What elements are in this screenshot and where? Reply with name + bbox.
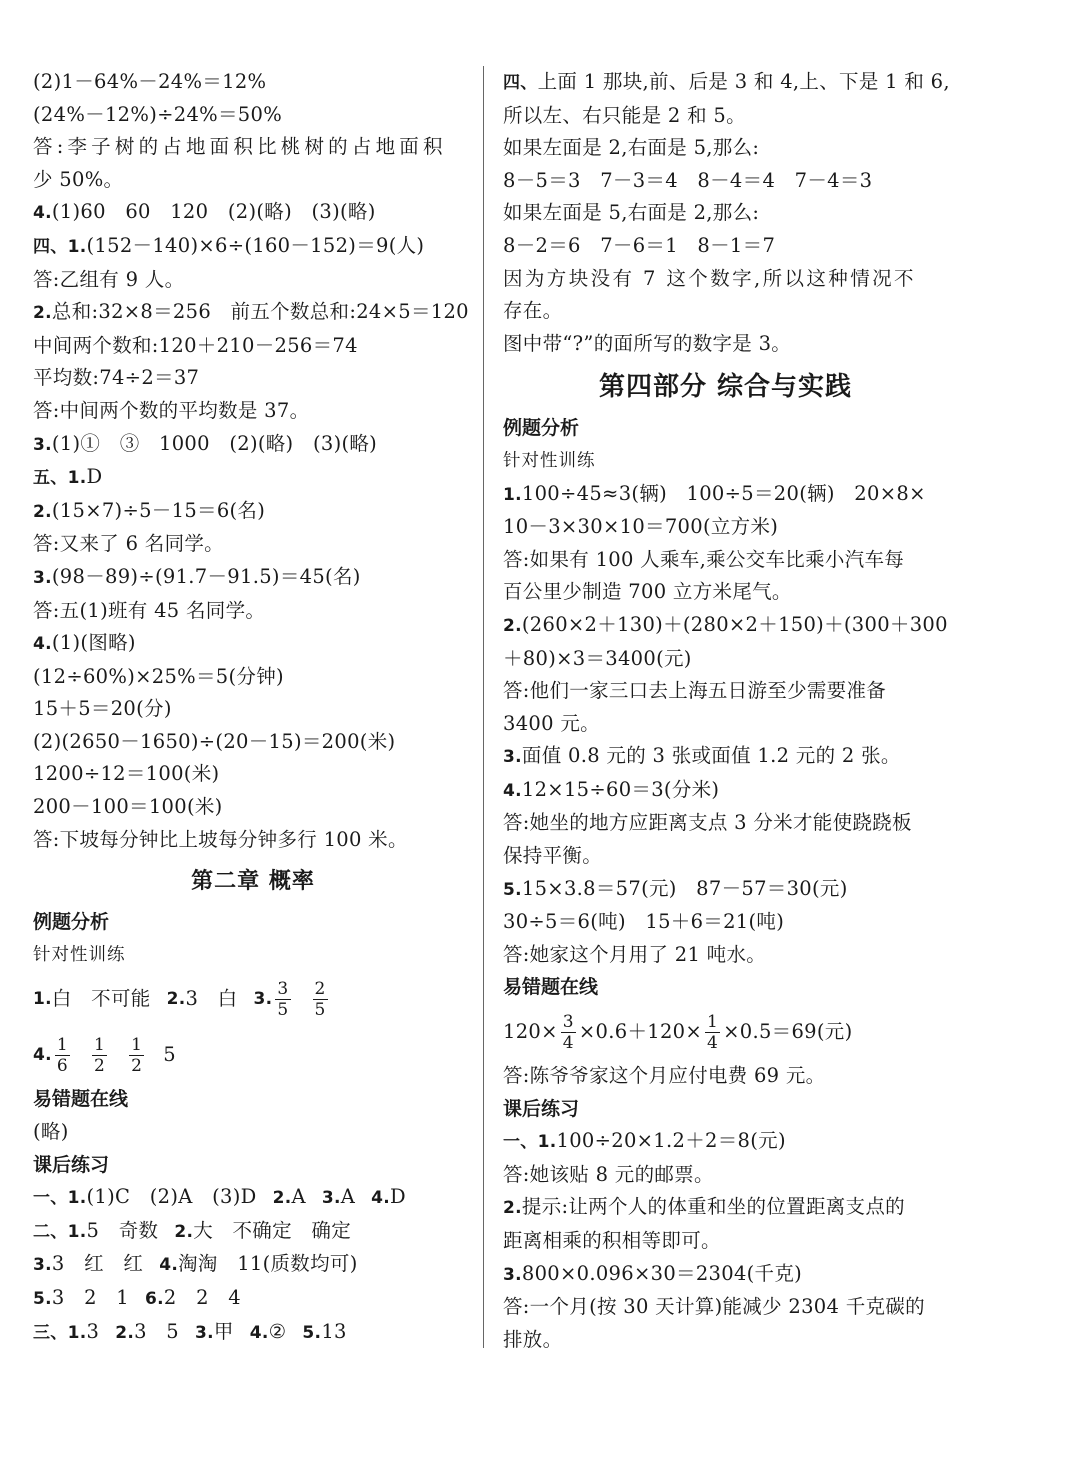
answer-text: 100÷45≈3(辆) 100÷5＝20(辆) 20×8× <box>521 481 926 505</box>
answer-text: 3 5 <box>134 1319 180 1343</box>
answer-text: (15×7)÷5－15＝6(名) <box>51 498 266 522</box>
answer-line: 10－3×30×10＝700(立方米) <box>503 515 779 539</box>
fraction: $\frac{3}{4}$ <box>562 1011 574 1053</box>
question-number: 2. <box>33 501 52 522</box>
fraction: $\frac{1}{4}$ <box>707 1011 719 1053</box>
answer-line: 图中带“?”的面所写的数字是 3。 <box>503 331 792 355</box>
answer-line: 百公里少制造 700 立方米尾气。 <box>503 580 792 604</box>
answer-line <box>33 196 473 230</box>
question-number: 1. <box>33 989 52 1010</box>
answer-line <box>503 774 948 808</box>
answer-line: 答:她该贴 8 元的邮票。 <box>503 1162 714 1186</box>
question-number: 5. <box>503 879 522 900</box>
answer-line: 排放。 <box>503 1327 563 1351</box>
question-number: 1. <box>67 1221 87 1242</box>
answer-text: (1)① ③ 1000 (2)(略) (3)(略) <box>51 431 378 455</box>
answer-text: 2 2 4 <box>163 1286 242 1309</box>
answer-line: 答:李子树的占地面积比桃树的占地面积 <box>33 135 447 159</box>
answer-text: 淘淘 11(质数均可) <box>178 1252 358 1276</box>
answer-line: 所以左、右只能是 2 和 5。 <box>503 103 746 127</box>
answer-text: 面值 0.8 元的 3 张或面值 1.2 元的 2 张。 <box>521 744 901 768</box>
question-number: 2. <box>115 1322 135 1343</box>
question-number: 3. <box>195 1322 214 1343</box>
answer-line <box>503 478 948 512</box>
section-heading-practice: 课后练习 <box>33 1153 110 1176</box>
answer-line: 如果左面是 2,右面是 5,那么: <box>503 136 760 160</box>
answer-line <box>503 609 948 643</box>
answer-line: 答:下坡每分钟比上坡每分钟多行 100 米。 <box>33 827 408 851</box>
question-number: 3. <box>321 1188 341 1209</box>
answer-line: 1200÷12＝100(米) <box>33 762 220 786</box>
answer-line: (24%－12%)÷24%＝50% <box>33 102 283 126</box>
answer-line <box>33 1248 473 1282</box>
answer-text: A <box>340 1185 356 1209</box>
answer-text: 提示:让两个人的体重和坐的位置距离支点的 <box>521 1195 905 1219</box>
question-number: 4. <box>503 780 522 801</box>
answer-line: (2)1－64%－24%＝12% <box>33 70 267 93</box>
section-heading-example: 例题分析 <box>33 911 110 934</box>
answer-line: 答:五(1)班有 45 名同学。 <box>33 598 266 622</box>
question-number: 1. <box>537 1132 557 1153</box>
answer-text: 13 <box>321 1319 347 1343</box>
answer-line <box>33 627 473 661</box>
question-number: 3. <box>503 747 522 768</box>
answer-text: 大 不确定 确定 <box>193 1218 351 1242</box>
answer-text: A <box>291 1185 306 1209</box>
answer-line: 答:陈爷爷家这个月应付电费 69 元。 <box>503 1064 826 1088</box>
question-number: 2. <box>503 615 522 636</box>
answer-text: 15×3.8＝57(元) 87－57＝30(元) <box>521 876 848 900</box>
section-number: 四、 <box>503 73 538 93</box>
answer-text: 3 白 <box>185 987 238 1011</box>
answer-text: 5 <box>163 1043 176 1067</box>
answer-line <box>503 1125 948 1159</box>
answer-line: 存在。 <box>503 299 563 323</box>
question-number: 3. <box>33 434 52 455</box>
answer-text: ×0.5＝69(元) <box>723 1020 853 1044</box>
answer-line <box>33 1215 473 1249</box>
answer-line: 8－5＝3 7－3＝4 8－4＝4 7－4＝3 <box>503 168 873 192</box>
answer-text: 120× <box>503 1020 558 1044</box>
answer-line: ＋80)×3＝3400(元) <box>503 646 692 670</box>
answer-line <box>503 1191 948 1225</box>
answer-line <box>33 1181 473 1215</box>
answer-line: 15＋5＝20(分) <box>33 697 172 721</box>
section-number: 二、 <box>33 1221 68 1242</box>
answer-text: D <box>86 465 103 489</box>
answer-text: (1)60 60 120 (2)(略) (3)(略) <box>51 200 376 224</box>
section-heading-mistake: 易错题在线 <box>33 1088 129 1111</box>
chapter-title: 第二章 概率 <box>191 869 315 895</box>
answer-text: 总和:32×8＝256 前五个数总和:24×5＝120 <box>51 300 469 324</box>
section-number: 一、 <box>503 1132 538 1153</box>
answer-line: (2)(2650－1650)÷(20－15)＝200(米) <box>33 729 396 753</box>
answer-line <box>33 296 473 330</box>
answer-line <box>503 66 948 100</box>
answer-text: 上面 1 那块,前、后是 3 和 4,上、下是 1 和 6, <box>537 70 950 93</box>
answer-line: 8－2＝6 7－6＝1 8－1＝7 <box>503 233 776 257</box>
answer-line: 30÷5＝6(吨) 15＋6＝21(吨) <box>503 910 785 934</box>
question-number: 1. <box>67 468 87 489</box>
answer-line <box>33 230 473 264</box>
section-number: 一、 <box>33 1188 68 1209</box>
answer-line: 200－100＝100(米) <box>33 795 223 819</box>
answer-text: 100÷20×1.2＋2＝8(元) <box>556 1129 786 1153</box>
section-number: 四、 <box>33 236 68 257</box>
section-heading-mistake: 易错题在线 <box>503 976 599 999</box>
question-number: 4. <box>249 1322 269 1343</box>
fraction: $\frac{3}{5}$ <box>277 978 289 1020</box>
answer-text: (1)C (2)A (3)D <box>86 1185 257 1209</box>
answer-line <box>503 1258 948 1292</box>
question-number: 4. <box>33 1045 52 1066</box>
question-number: 1. <box>67 1188 87 1209</box>
section-subheading-training: 针对性训练 <box>503 450 596 471</box>
question-number: 1. <box>67 1322 87 1343</box>
part-title: 第四部分 综合与实践 <box>598 372 853 403</box>
answer-text: D <box>390 1185 406 1209</box>
answer-text: ×0.6＋120× <box>578 1020 702 1044</box>
answer-line-fractions <box>33 1027 473 1083</box>
question-number: 3. <box>503 1264 522 1285</box>
question-number: 3. <box>253 989 273 1010</box>
answer-line: 平均数:74÷2＝37 <box>33 366 200 390</box>
answer-text: 3 红 红 <box>51 1252 144 1276</box>
answer-line <box>33 495 473 529</box>
section-heading-example: 例题分析 <box>503 417 580 440</box>
answer-text: (1)(图略) <box>51 631 136 655</box>
answer-line <box>33 1282 473 1316</box>
question-number: 4. <box>371 1188 391 1209</box>
answer-line-fractions <box>503 1004 948 1060</box>
answer-line <box>33 561 473 595</box>
section-heading-practice: 课后练习 <box>503 1097 580 1120</box>
question-number: 4. <box>33 203 52 224</box>
question-number: 3. <box>33 567 52 588</box>
question-number: 1. <box>503 484 522 505</box>
answer-text: 白 不可能 <box>51 987 151 1011</box>
answer-line: 答:他们一家三口去上海五日游至少需要准备 <box>503 679 887 703</box>
section-subheading-training: 针对性训练 <box>33 944 126 965</box>
answer-line <box>503 873 948 907</box>
answer-text: 3 2 1 <box>51 1286 130 1309</box>
answer-line: 答:又来了 6 名同学。 <box>33 532 224 556</box>
answer-text: ② <box>268 1319 287 1343</box>
answer-line: 答:乙组有 9 人。 <box>33 267 185 291</box>
answer-line: 距离相乘的积相等即可。 <box>503 1229 721 1252</box>
answer-line: 答:她坐的地方应距离支点 3 分米才能使跷跷板 <box>503 811 912 835</box>
answer-line: (12÷60%)×25%＝5(分钟) <box>33 664 284 688</box>
section-number: 三、 <box>33 1322 68 1343</box>
answer-line: 因为方块没有 7 这个数字,所以这种情况不 <box>503 266 916 290</box>
fraction: $\frac{2}{5}$ <box>314 978 326 1020</box>
question-number: 2. <box>33 303 52 324</box>
question-number: 2. <box>503 1198 522 1219</box>
answer-line: 保持平衡。 <box>503 844 603 868</box>
answer-text: 800×0.096×30＝2304(千克) <box>521 1261 803 1285</box>
right-column <box>503 66 948 1356</box>
answer-line-fractions <box>33 971 473 1027</box>
answer-line: 答:一个月(按 30 天计算)能减少 2304 千克碳的 <box>503 1295 925 1319</box>
answer-line: 3400 元。 <box>503 711 600 735</box>
question-number: 4. <box>33 634 52 655</box>
answer-text: 甲 <box>213 1319 234 1343</box>
question-number: 4. <box>159 1255 179 1276</box>
fraction: $\frac{1}{2}$ <box>94 1034 106 1076</box>
answer-line: 如果左面是 5,右面是 2,那么: <box>503 201 760 225</box>
question-number: 5. <box>33 1289 52 1309</box>
answer-text: (98－89)÷(91.7－91.5)＝45(名) <box>51 564 361 588</box>
answer-text: 3 <box>86 1319 100 1343</box>
answer-line: 少 50%。 <box>33 167 124 191</box>
fraction: $\frac{1}{6}$ <box>56 1034 69 1076</box>
answer-line: 答:中间两个数的平均数是 37。 <box>33 398 310 422</box>
answer-line <box>33 1316 473 1350</box>
answer-line <box>503 740 948 774</box>
question-number: 5. <box>302 1322 322 1343</box>
column-divider <box>483 66 484 1348</box>
question-number: 1. <box>67 236 87 257</box>
question-number: 6. <box>145 1289 164 1309</box>
left-column <box>33 66 473 1349</box>
answer-text: 5 奇数 <box>86 1218 159 1242</box>
answer-line <box>33 461 473 495</box>
answer-line: 中间两个数和:120＋210－256＝74 <box>33 333 358 357</box>
fraction: $\frac{1}{2}$ <box>131 1034 143 1076</box>
answer-line: 答:她家这个月用了 21 吨水。 <box>503 942 767 966</box>
answer-line: (略) <box>33 1120 69 1144</box>
question-number: 2. <box>174 1221 194 1242</box>
section-number: 五、 <box>33 468 68 489</box>
answer-text: (260×2＋130)＋(280×2＋150)＋(300＋300 <box>521 612 948 636</box>
answer-text: (152－140)×6÷(160－152)＝9(人) <box>86 233 425 257</box>
question-number: 2. <box>272 1188 292 1209</box>
answer-line: 答:如果有 100 人乘车,乘公交车比乘小汽车每 <box>503 547 905 571</box>
answer-text: 12×15÷60＝3(分米) <box>521 777 720 801</box>
question-number: 2. <box>166 989 186 1010</box>
answer-line <box>33 428 473 462</box>
question-number: 3. <box>33 1255 52 1276</box>
